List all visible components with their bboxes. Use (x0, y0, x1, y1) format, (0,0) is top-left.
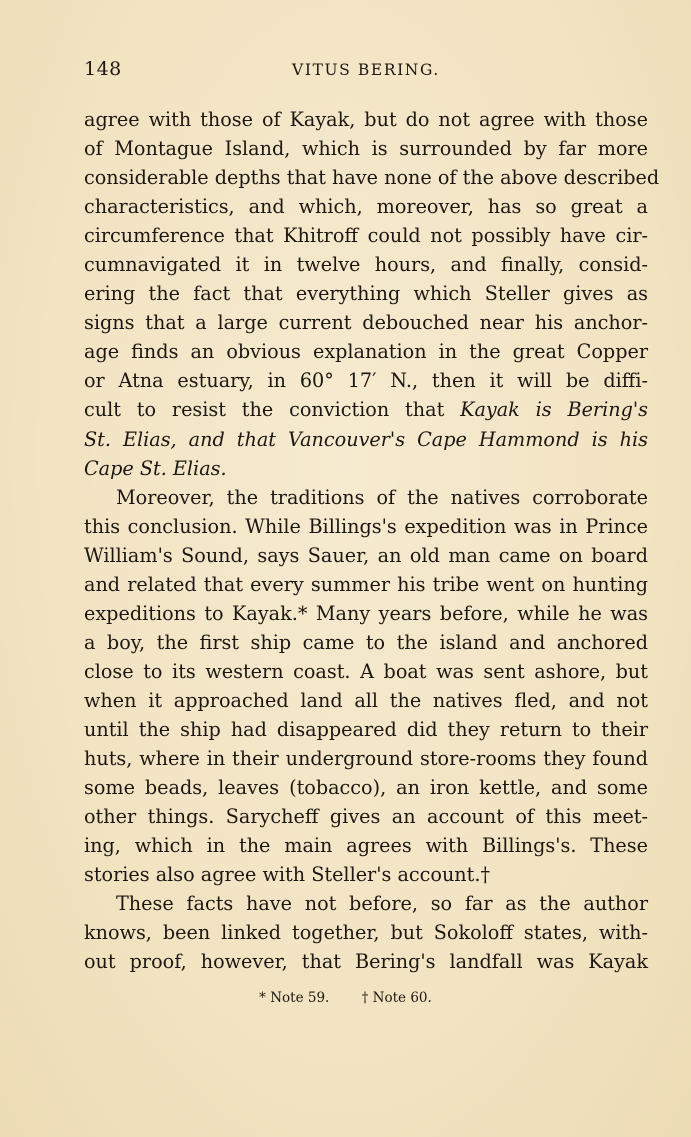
text-line-mixed (84, 395, 648, 424)
text-line: this conclusion. While Billings's expedition was in Prince (84, 514, 648, 538)
running-title: VITUS BERING. (292, 61, 440, 79)
text-line: ering the fact that everything which Steller gives as (84, 282, 648, 306)
footnote-ref: † Note 60. (361, 990, 432, 1006)
text-line: agree with those of Kayak, but do not agree with those (84, 108, 648, 131)
text-line: expeditions to Kayak.* Many years before, while he was (84, 601, 648, 625)
italic-run: St. Elias, and that Vancouver's Cape Hammond is his (84, 427, 648, 451)
text-line: out proof, however, that Bering's landfall was Kayak (84, 950, 648, 974)
text-line: close to its western coast. A boat was sent ashore, but (84, 659, 648, 683)
text-line: some beads, leaves (tobacco), an iron kettle, and some (84, 776, 648, 800)
page-header (84, 58, 648, 88)
text-line: ing, which in the main agrees with Billings's. These (84, 834, 648, 858)
footnote-ref: * Note 59. (259, 990, 330, 1006)
text-line: cumnavigated it in twelve hours, and finally, consid- (84, 253, 648, 277)
text-line: age finds an obvious explanation in the great Copper (84, 340, 648, 364)
italic-line (84, 454, 648, 483)
text-line: characteristics, and which, moreover, has so great a (84, 195, 648, 219)
body-text (84, 105, 660, 976)
italic-line (84, 425, 648, 454)
text-line: when it approached land all the natives fled, and not (84, 688, 648, 712)
text-line: of Montague Island, which is surrounded by far more (84, 137, 648, 161)
text-run: cult to resist the conviction that (84, 398, 461, 422)
text-line: or Atna estuary, in 60° 17′ N., then it will be diffi- (84, 369, 648, 393)
text-line: circumference that Khitroff could not possibly have cir- (84, 224, 648, 248)
text-line: a boy, the first ship came to the island and anchored (84, 630, 648, 654)
text-line: considerable depths that have none of the above described (84, 166, 660, 190)
text-line: William's Sound, says Sauer, an old man came on board (84, 543, 648, 567)
text-line: and related that every summer his tribe went on hunting (84, 572, 648, 596)
footnotes (0, 990, 691, 1006)
italic-run: Cape St. Elias. (84, 456, 227, 480)
text-line: knows, been linked together, but Sokoloff states, with- (84, 921, 648, 945)
italic-run: Kayak is Bering's (460, 398, 649, 422)
page-number: 148 (84, 58, 122, 80)
text-line: other things. Sarycheff gives an account of this meet- (84, 805, 648, 829)
text-line: stories also agree with Steller's account.† (84, 863, 491, 887)
text-line: signs that a large current debouched near his anchor- (84, 311, 648, 335)
text-line: Moreover, the traditions of the natives corroborate (116, 485, 648, 509)
text-line: These facts have not before, so far as the author (116, 892, 648, 916)
text-line: huts, where in their underground store-rooms they found (84, 747, 648, 771)
text-line: until the ship had disappeared did they return to their (84, 717, 648, 741)
